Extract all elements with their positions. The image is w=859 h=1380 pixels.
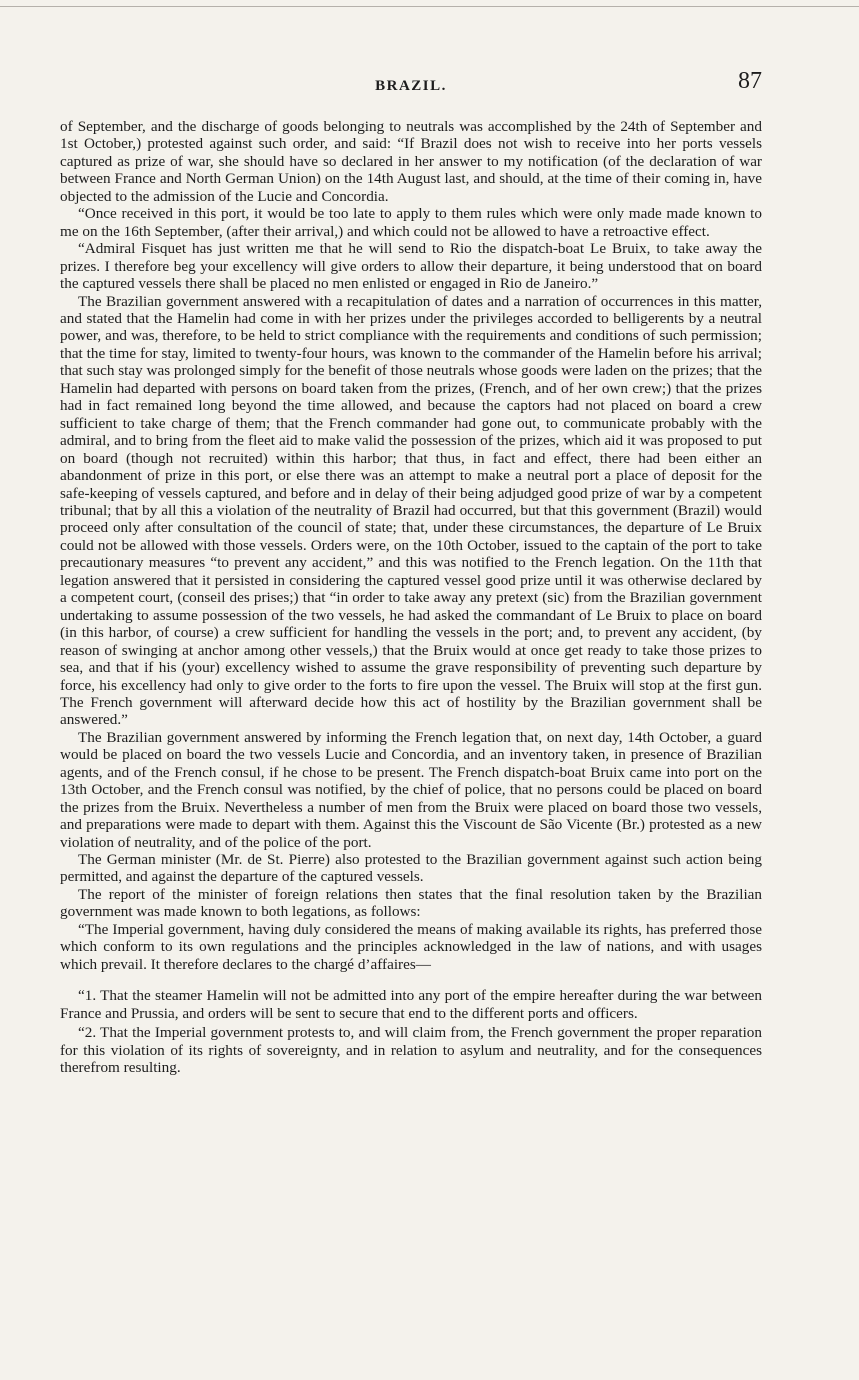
paragraph-brazilian-answer: The Brazilian government answered with a recapitulation of dates and a narration of occurrences in this matter, and stated that the Hamelin had come in with her prizes under the privileges accorded to belligerents by a neutral power, and was, therefore, to be held to strict compliance with the requirements and conditions of such permission; that the time for stay, limited to twenty-four hours, was known to the commander of the Hamelin before his arrival; that such stay was prolonged simply for the benefit of those neutrals whose goods were laden on the prizes; that the Hamelin had departed with persons on board taken from the prizes, (French, and of her own crew;) that the prizes had in fact remained long beyond the time allowed, and because the captors had not placed on board a crew sufficient to take charge of them; that the French commander had gone out, to communicate probably with the admiral, and to bring from the fleet aid to make valid the possession of the prizes, which aid it was proposed to put on board (though not recruited) within this harbor; that thus, in fact and effect, there had been either an abandonment of prize in this port, or else there was an attempt to make a neutral port a place of deposit for the safe-keeping of vessels captured, and before and in delay of their being adjudged good prize of war by a competent tribunal; that by all this a violation of the neutrality of Brazil had occurred, but that this government (Brazil) would proceed only after consultation of the council of state; that, under these circumstances, the departure of Le Bruix could not be allowed with those vessels. Orders were, on the 10th October, issued to the captain of the port to take precautionary measures “to prevent any accident,” and this was notified to the French legation. On the 11th that legation answered that it persisted in considering the captured vessel good prize until it was otherwise declared by a competent court, (conseil des prises;) that “in order to take away any pretext (sic) from the Brazilian government undertaking to assume possession of the two vessels, he had asked the commandant of Le Bruix to place on board (in this harbor, of course) a crew sufficient for handling the vessels in the port; and, to prevent any accident, (by reason of swinging at anchor among other vessels,) that the Bruix would at once get ready to take those prizes to sea, and that if his (your) excellency wished to assume the grave responsibility of preventing such departure by force, his excellency had only to give order to the forts to fire upon the vessel. The Bruix will stop at the first gun. The French government will afterward decide how this act of hostility by the Brazilian government shall be answered.” (60, 292, 762, 729)
page-header (60, 68, 762, 102)
running-head: BRAZIL. (375, 78, 447, 94)
page-number: 87 (738, 68, 762, 94)
paragraph-quote-admiral-fisquet: “Admiral Fisquet has just written me that he will send to Rio the dispatch-boat Le Bruix, to take away the prizes. I therefore beg your excellency will give orders to allow their departure, it being understood that on board the captured vessels there shall be placed no men enlisted or engaged in Rio de Janeiro.” (60, 240, 762, 293)
paragraph-continuation: of September, and the discharge of goods belonging to neutrals was accomplished by the 24th of September and 1st October,) protested against such order, and said: “If Brazil does not wish to receive into her ports vessels captured as prize of war, she should have so declared in her answer to my notification (of the declaration of war between France and North German Union) on the 14th August last, and should, at the time of their coming in, have objected to the admission of the Lucie and Concordia. (60, 118, 762, 205)
paragraph-german-minister: The German minister (Mr. de St. Pierre) also protested to the Brazilian government against such action being permitted, and against the departure of the captured vessels. (60, 851, 762, 886)
paragraph-quote-once-received: “Once received in this port, it would be too late to apply to them rules which were only made made known to me on the 16th September, (after their arrival,) and which could not be allowed to have a retroactive effect. (60, 205, 762, 240)
scan-edge-line (0, 6, 859, 7)
resolution-item-1: “1. That the steamer Hamelin will not be admitted into any port of the empire hereafter during the war between France and Prussia, and orders will be sent to secure that end to the different ports and officers. (60, 987, 762, 1022)
paragraph-report-minister: The report of the minister of foreign relations then states that the final resolution taken by the Brazilian government was made known to both legations, as follows: (60, 885, 762, 921)
resolution-item-2: “2. That the Imperial government protests to, and will claim from, the French government the proper reparation for this violation of its rights of sovereignty, and in relation to asylum and neutrality, and for the consequences therefrom resulting. (60, 1024, 762, 1077)
paragraph-imperial-government: “The Imperial government, having duly considered the means of making available its rights, has preferred those which conform to its own regulations and the principles acknowledged in the law of nations, and with usages which prevail. It therefore declares to the chargé d’affaires— (60, 920, 762, 973)
page-body (60, 118, 762, 1076)
paragraph-guard-placed: The Brazilian government answered by informing the French legation that, on next day, 14th October, a guard would be placed on board the two vessels Lucie and Concordia, and an inventory taken, in presence of Brazilian agents, and of the French consul, if he chose to be present. The French dispatch-boat Bruix came into port on the 13th October, and the French consul was notified, by the chief of police, that no persons could be placed on board the prizes from the Bruix. Nevertheless a number of men from the Bruix were placed on board those two vessels, and preparations were made to depart with them. Against this the Viscount de São Vicente (Br.) protested as a new violation of neutrality, and of the police of the port. (60, 728, 762, 851)
